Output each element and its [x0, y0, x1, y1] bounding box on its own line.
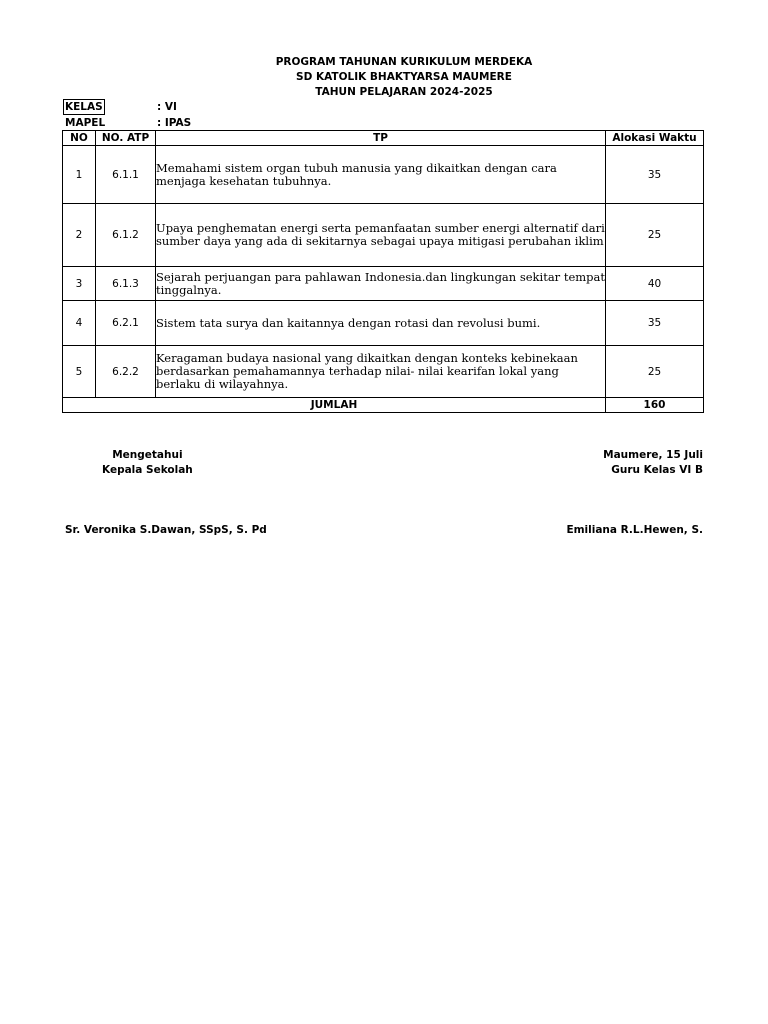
table-header-row: [63, 131, 704, 146]
approval-label: Mengetahui: [112, 449, 183, 461]
row-tp: Sistem tata surya dan kaitannya dengan rotasi dan revolusi bumi.: [156, 301, 606, 346]
row-tp: Upaya penghematan energi serta pemanfaatan sumber energi alternatif dari sumber daya yang ada di sekitarnya sebagai upaya mitigasi perubahan iklim: [156, 204, 606, 267]
school-name: SD KATOLIK BHAKTYARSA MAUMERE: [296, 71, 512, 83]
table-row: [63, 346, 704, 398]
row-atp: 6.2.2: [96, 346, 156, 398]
teacher-title: Guru Kelas VI B: [611, 464, 703, 476]
principal-name: Sr. Veronika S.Dawan, SSpS, S. Pd: [65, 524, 267, 536]
table-row: [63, 204, 704, 267]
mapel-label: MAPEL: [65, 117, 106, 129]
row-no: 2: [63, 204, 96, 267]
total-label: JUMLAH: [63, 398, 606, 413]
table-row: [63, 146, 704, 204]
row-tp: Memahami sistem organ tubuh manusia yang dikaitkan dengan cara menjaga kesehatan tubuhnya.: [156, 146, 606, 204]
row-atp: 6.1.1: [96, 146, 156, 204]
row-tp: Sejarah perjuangan para pahlawan Indonesia.dan lingkungan sekitar tempat tinggalnya.: [156, 267, 606, 301]
school-year: TAHUN PELAJARAN 2024-2025: [315, 86, 493, 98]
place-date: Maumere, 15 Juli: [603, 449, 703, 461]
row-alokasi: 40: [606, 267, 704, 301]
row-alokasi: 25: [606, 346, 704, 398]
row-alokasi: 35: [606, 146, 704, 204]
row-no: 1: [63, 146, 96, 204]
header-no-atp: NO. ATP: [96, 131, 156, 146]
row-no: 4: [63, 301, 96, 346]
approval-block: [102, 448, 193, 478]
row-atp: 6.1.3: [96, 267, 156, 301]
total-value: 160: [606, 398, 704, 413]
kelas-value: : VI: [157, 101, 177, 113]
row-no: 5: [63, 346, 96, 398]
kelas-label[interactable]: KELAS: [65, 101, 103, 113]
program-title: PROGRAM TAHUNAN KURIKULUM MERDEKA: [275, 56, 533, 68]
row-atp: 6.2.1: [96, 301, 156, 346]
header-alokasi-waktu: Alokasi Waktu: [606, 131, 704, 146]
document-header: [0, 55, 768, 100]
header-no: NO: [63, 131, 96, 146]
teacher-name: Emiliana R.L.Hewen, S.: [566, 524, 703, 536]
header-tp: TP: [156, 131, 606, 146]
total-row: [63, 398, 704, 413]
row-tp: Keragaman budaya nasional yang dikaitkan dengan konteks kebinekaan berdasarkan pemahamannya terhadap nilai- nilai kearifan lokal yang berlaku di wilayahnya.: [156, 346, 606, 398]
program-table: [62, 130, 704, 413]
row-atp: 6.1.2: [96, 204, 156, 267]
table-row: [63, 267, 704, 301]
principal-title: Kepala Sekolah: [102, 464, 193, 476]
row-no: 3: [63, 267, 96, 301]
row-alokasi: 35: [606, 301, 704, 346]
mapel-value: : IPAS: [157, 117, 192, 129]
place-date-block: [603, 448, 703, 478]
row-alokasi: 25: [606, 204, 704, 267]
table-row: [63, 301, 704, 346]
